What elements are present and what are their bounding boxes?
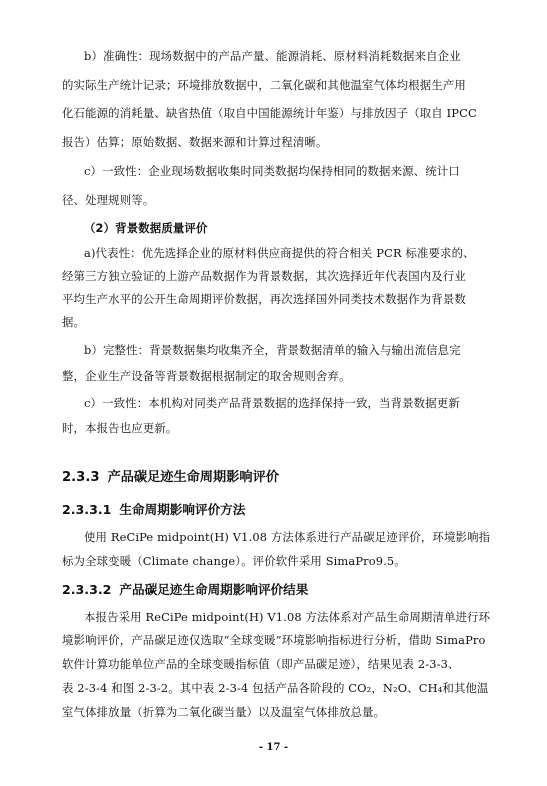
consistency-line-1: c）一致性：企业现场数据收集时同类数据均保持相同的数据来源、统计口 [84, 164, 460, 178]
bg-consistency-line-1: c）一致性：本机构对同类产品背景数据的选择保持一致，当背景数据更新 [84, 396, 460, 410]
results-line-2: 境影响评价，产品碳足迹仅选取“全球变暖”环境影响指标进行分析，借助 SimaPro [62, 633, 486, 647]
results-line-5: 室气体排放量（折算为二氧化碳当量）以及温室气体排放总量。 [62, 705, 386, 719]
representativeness-line-3: 平均生产水平的公开生命周期评价数据，再次选择国外同类技术数据作为背景数 [62, 292, 466, 306]
section-number: 2.3.3 [62, 470, 100, 485]
representativeness-line-4: 据。 [62, 315, 86, 329]
bg-consistency-line-2: 时，本报告也应更新。 [62, 421, 178, 435]
section-heading-2-3-3 [62, 466, 279, 485]
section-number: 2.3.3.2 [62, 582, 112, 597]
results-line-1: 本报告采用 ReCiPe midpoint(H) V1.08 方法体系对产品生命周期清单进行环 [84, 610, 491, 624]
accuracy-line-3: 化石能源的消耗量、缺省热值（取自中国能源统计年鉴）与排放因子（取自 IPCC [62, 106, 477, 120]
results-line-3: 软件计算功能单位产品的全球变暖指标值（即产品碳足迹），结果见表 2-3-3、 [62, 657, 460, 671]
section-title: 生命周期影响评价方法 [119, 502, 246, 517]
completeness-line-2: 整，企业生产设备等背景数据根据制定的取舍规则舍弃。 [62, 369, 351, 383]
method-line-2: 标为全球变暖（Climate change）。评价软件采用 SimaPro9.5。 [62, 554, 406, 568]
representativeness-line-2: 经第三方独立验证的上游产品数据作为背景数据，其次选择近年代表国内及行业 [62, 269, 466, 283]
method-line-1: 使用 ReCiPe midpoint(H) V1.08 方法体系进行产品碳足迹评价，环境影响指 [84, 530, 491, 544]
accuracy-line-1: b）准确性：现场数据中的产品产量、能源消耗、原材料消耗数据来自企业 [84, 49, 461, 63]
accuracy-line-2: 的实际生产统计记录；环境排放数据中，二氧化碳和其他温室气体均根据生产用 [62, 78, 466, 92]
section-heading-2-3-3-2 [62, 579, 308, 598]
section-title: 产品碳足迹生命周期影响评价 [107, 470, 279, 485]
representativeness-line-1: a)代表性：优先选择企业的原材料供应商提供的符合相关 PCR 标准要求的、 [84, 246, 475, 260]
page-number: - 17 - [258, 742, 289, 753]
consistency-line-2: 径、处理规则等。 [62, 193, 155, 207]
background-quality-heading: （2）背景数据质量评价 [84, 221, 208, 235]
completeness-line-1: b）完整性：背景数据集均收集齐全，背景数据清单的输入与输出流信息完 [84, 343, 461, 357]
accuracy-line-4: 报告）估算；原始数据、数据来源和计算过程清晰。 [62, 135, 328, 149]
section-heading-2-3-3-1 [62, 499, 245, 518]
section-number: 2.3.3.1 [62, 502, 112, 517]
results-line-4: 表 2-3-4 和图 2-3-2。其中表 2-3-4 包括产品各阶段的 CO₂，N₂O、CH₄和其他温 [62, 681, 489, 695]
section-title: 产品碳足迹生命周期影响评价结果 [119, 582, 309, 597]
